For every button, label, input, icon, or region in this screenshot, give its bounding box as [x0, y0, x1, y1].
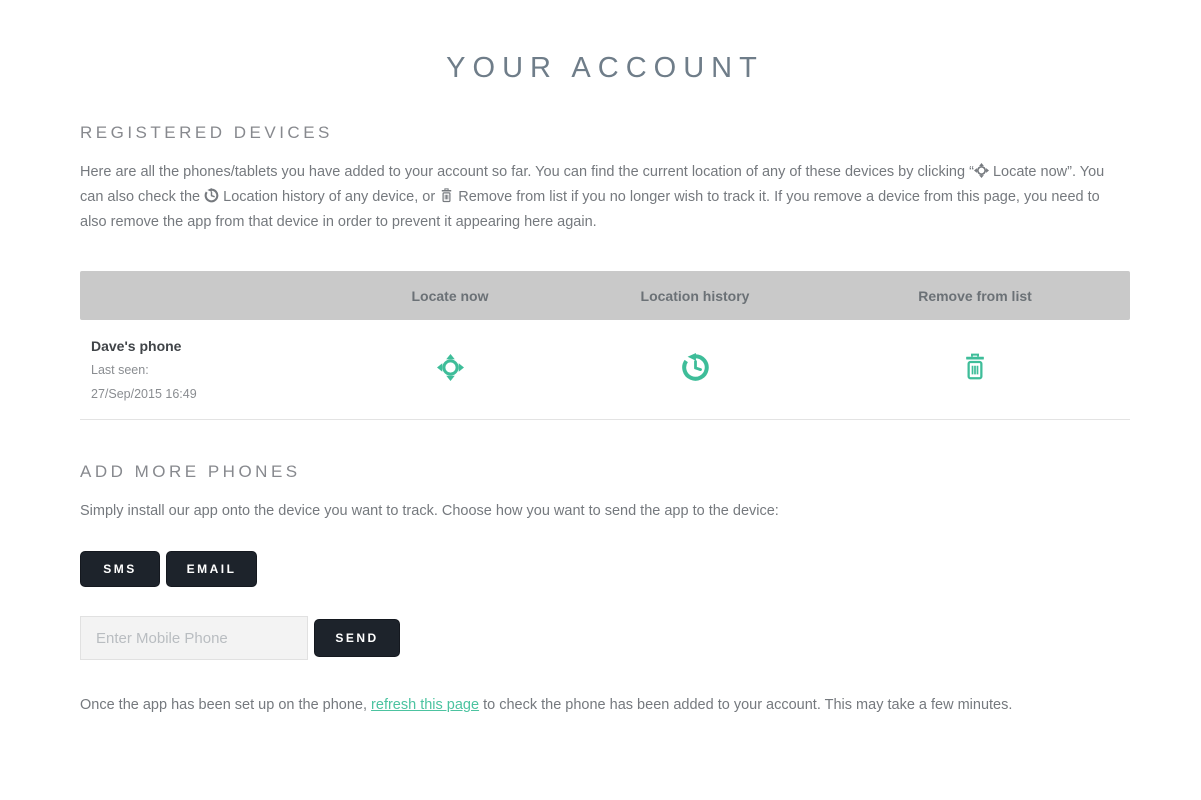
devices-table [80, 271, 1130, 420]
last-seen-label: Last seen: [91, 363, 149, 377]
locate-now-button[interactable] [437, 354, 464, 381]
history-icon [204, 187, 219, 202]
registered-devices-intro [80, 160, 1130, 235]
send-button[interactable]: SEND [314, 619, 400, 657]
trash-icon [439, 187, 454, 202]
phone-entry-row [80, 616, 1130, 660]
refresh-note-part1: Once the app has been set up on the phone, [80, 697, 372, 713]
sms-button[interactable]: SMS [80, 551, 160, 587]
remove-from-list-cell [820, 353, 1130, 386]
page-title: YOUR ACCOUNT [446, 52, 764, 84]
location-history-cell [570, 353, 820, 387]
intro-text-part2: Locate now”. You can also check the [80, 164, 1105, 205]
email-button[interactable]: EMAIL [166, 551, 257, 587]
send-method-buttons [80, 551, 1130, 587]
device-row [80, 320, 1130, 420]
refresh-note [80, 693, 1130, 718]
location-history-button[interactable] [681, 353, 710, 382]
registered-devices-heading: REGISTERED DEVICES [80, 123, 333, 142]
intro-text-part4: Remove from list if you no longer wish to track it. If you remove a device from this page, you need to also remove the app from that device in order to prevent it appearing here again. [80, 189, 1100, 230]
intro-text-part1: Here are all the phones/tablets you have added to your account so far. You can find the current location of any of these devices by clicking “ [80, 164, 974, 180]
devices-table-header [80, 271, 1130, 320]
mobile-phone-input[interactable] [80, 616, 308, 660]
add-more-phones-heading: ADD MORE PHONES [80, 462, 301, 481]
column-header-remove-from-list: Remove from list [918, 287, 1032, 304]
column-header-location-history: Location history [640, 287, 750, 304]
locate-crosshair-icon [974, 162, 989, 177]
remove-from-list-button[interactable] [962, 353, 988, 381]
refresh-page-link[interactable]: refresh this page [371, 697, 480, 713]
refresh-note-part2: to check the phone has been added to your account. This may take a few minutes. [479, 697, 1013, 713]
last-seen-value: 27/Sep/2015 16:49 [91, 387, 197, 401]
account-page [80, 52, 1130, 718]
add-more-intro: Simply install our app onto the device you want to track. Choose how you want to send the app to the device: [80, 503, 779, 519]
column-header-locate-now: Locate now [411, 287, 489, 304]
device-info-cell [80, 338, 330, 401]
intro-text-part3: Location history of any device, or [219, 189, 440, 205]
device-name: Dave's phone [91, 338, 182, 354]
locate-now-cell [330, 354, 570, 386]
